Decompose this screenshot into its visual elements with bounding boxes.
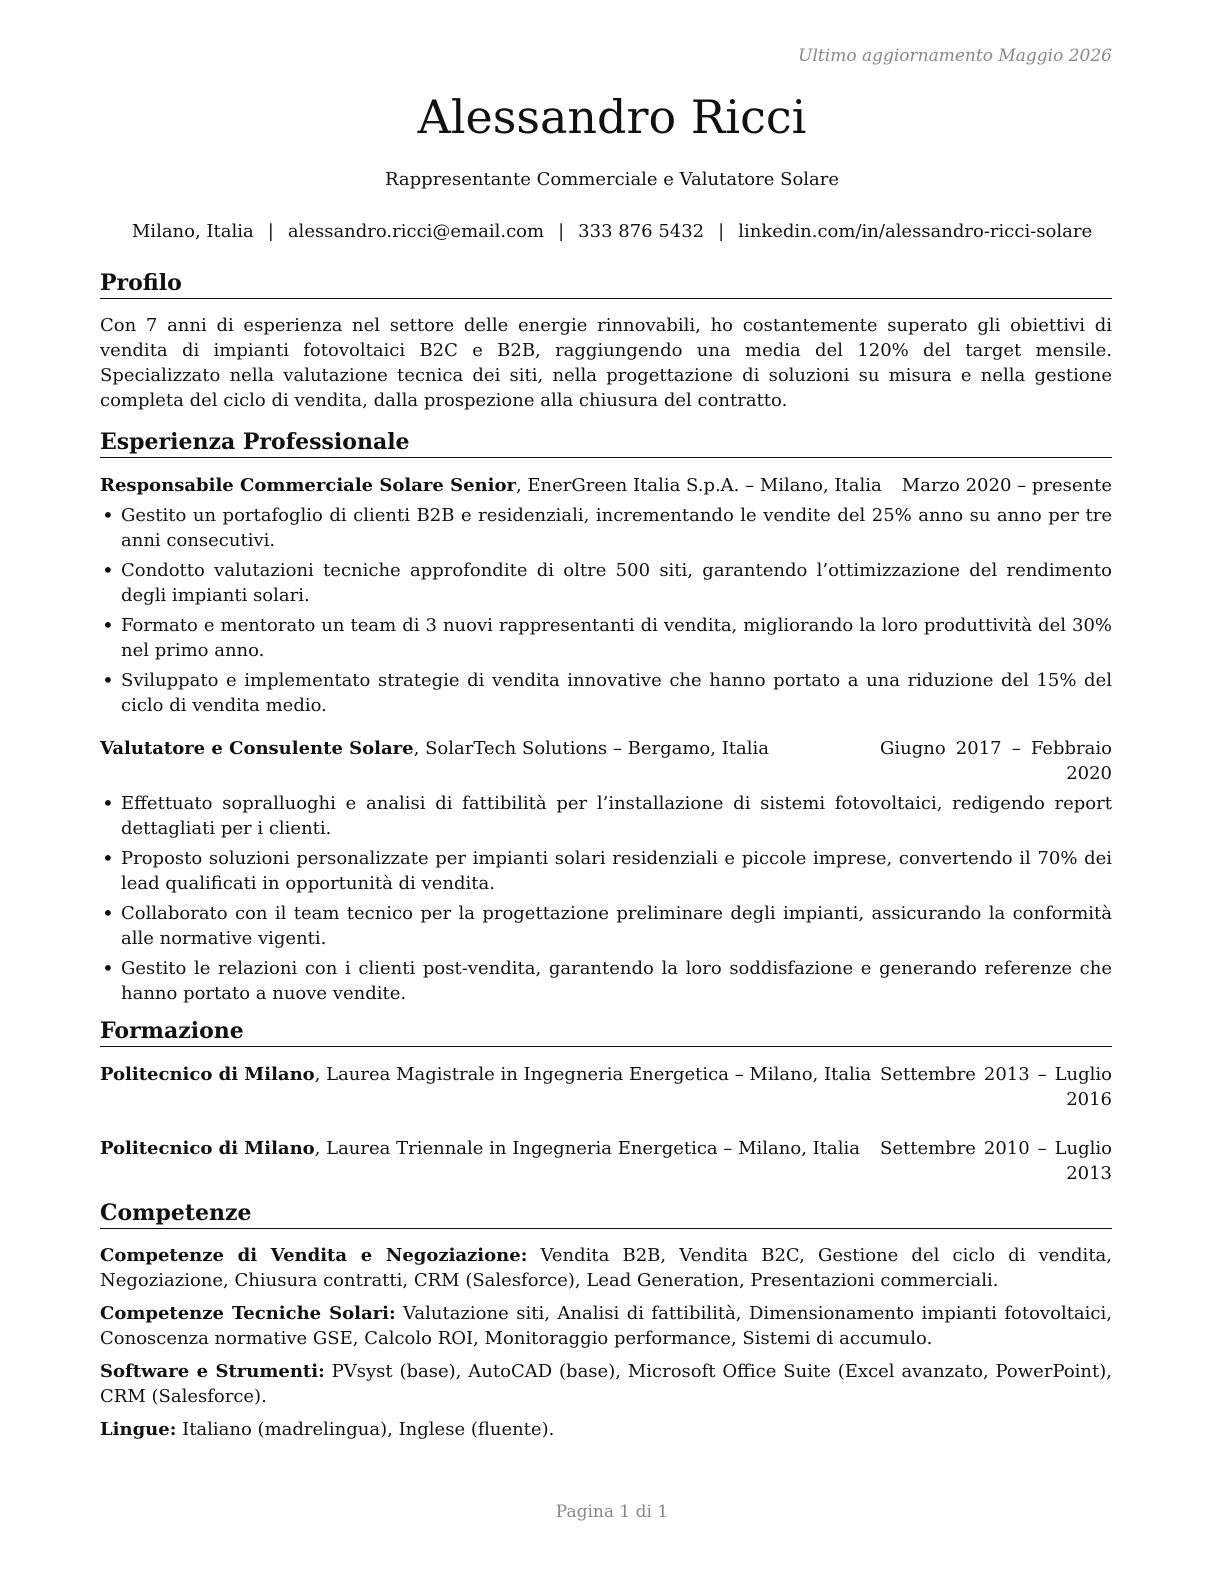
job-header xyxy=(100,473,1112,498)
profile-text: Con 7 anni di esperienza nel settore delle energie rinnovabili, ho costantemente superato gli obiettivi di vendita di impianti fotovoltaici B2C e B2B, raggiungendo una media del 120% del target mensile. Specializzato nella valutazione tecnica dei siti, nella progettazione di soluzioni su misura e nella gestione completa del ciclo di vendita, dalla prospezione alla chiusura del contratto. xyxy=(100,315,1112,411)
page-number: Pagina 1 di 1 xyxy=(555,1502,669,1522)
skill-group xyxy=(100,1359,1112,1409)
skill-text: Vendita B2B, Vendita B2C, Gestione del ciclo di vendita, Negoziazione, Chiusura contratti, CRM (Salesforce), Lead Generation, Presentazioni commerciali. xyxy=(100,1245,1112,1291)
contact-line xyxy=(0,219,1224,244)
job-dates: Marzo 2020 – presente xyxy=(901,475,1112,496)
job-title: Rappresentante Commerciale e Valutatore Solare xyxy=(384,169,840,190)
bullet-item: • Effettuato sopralluoghi e analisi di fattibilità per l’installazione di sistemi fotovoltaici, redigendo report dettagliati per i clienti. xyxy=(100,791,1112,841)
skills-list xyxy=(100,1243,1112,1442)
section-title-profile: Profilo xyxy=(100,268,1112,299)
separator: | xyxy=(267,221,274,242)
skill-label: Software e Strumenti: xyxy=(100,1361,325,1382)
separator: | xyxy=(718,221,725,242)
bullet-item: • Gestito un portafoglio di clienti B2B e residenziali, incrementando le vendite del 25% anno su anno per tre anni consecutivi. xyxy=(100,503,1112,553)
contact-phone[interactable]: 333 876 5432 xyxy=(578,221,705,242)
skill-text: Italiano (madrelingua), Inglese (fluente). xyxy=(176,1419,555,1440)
separator: | xyxy=(558,221,565,242)
education-line xyxy=(100,1062,880,1087)
last-updated: Ultimo aggiornamento Maggio 2026 xyxy=(798,46,1112,66)
education-line xyxy=(100,1136,880,1161)
skill-label: Competenze Tecniche Solari: xyxy=(100,1303,396,1324)
contact-location: Milano, Italia xyxy=(131,221,254,242)
section-title-experience: Esperienza Professionale xyxy=(100,427,1112,458)
bullet-item: • Proposto soluzioni personalizzate per impianti solari residenziali e piccole imprese, convertendo il 70% dei lead qualificati in opportunità di vendita. xyxy=(100,846,1112,896)
job-bullets xyxy=(100,791,1112,1006)
education-entry xyxy=(100,1136,1112,1186)
bullet-item: • Sviluppato e implementato strategie di vendita innovative che hanno portato a una riduzione del 15% del ciclo di vendita medio. xyxy=(100,668,1112,718)
contact-linkedin[interactable]: linkedin.com/in/alessandro-ricci-solare xyxy=(738,221,1093,242)
bullet-item: • Collaborato con il team tecnico per la progettazione preliminare degli impianti, assicurando la conformità alle normative vigenti. xyxy=(100,901,1112,951)
job-title-line xyxy=(100,736,880,761)
job-company: , EnerGreen Italia S.p.A. – Milano, Italia xyxy=(515,475,882,496)
education-dates: Settembre 2010 – Luglio 2013 xyxy=(880,1138,1112,1184)
education-degree: , Laurea Magistrale in Ingegneria Energetica – Milano, Italia xyxy=(314,1064,872,1085)
skill-text: PVsyst (base), AutoCAD (base), Microsoft Office Suite (Excel avanzato, PowerPoint), CRM (Salesforce). xyxy=(100,1361,1112,1407)
bullet-item: • Gestito le relazioni con i clienti post-vendita, garantendo la loro soddisfazione e generando referenze che hanno portato a nuove vendite. xyxy=(100,956,1112,1006)
bullet-item: • Formato e mentorato un team di 3 nuovi rappresentanti di vendita, migliorando la loro produttività del 30% nel primo anno. xyxy=(100,613,1112,663)
job-company: , SolarTech Solutions – Bergamo, Italia xyxy=(413,738,770,759)
skill-label: Competenze di Vendita e Negoziazione: xyxy=(100,1245,528,1266)
bullet-item: • Condotto valutazioni tecniche approfondite di oltre 500 siti, garantendo l’ottimizzazione del rendimento degli impianti solari. xyxy=(100,558,1112,608)
contact-email[interactable]: alessandro.ricci@email.com xyxy=(287,221,545,242)
job-title-line xyxy=(100,473,902,498)
job-dates: Giugno 2017 – Febbraio 2020 xyxy=(880,738,1112,784)
candidate-name: Alessandro Ricci xyxy=(417,90,807,144)
education-dates: Settembre 2013 – Luglio 2016 xyxy=(880,1064,1112,1110)
job-role: Responsabile Commerciale Solare Senior xyxy=(100,475,516,496)
education-school: Politecnico di Milano xyxy=(100,1138,315,1159)
resume-body xyxy=(100,268,1112,1450)
education-entry xyxy=(100,1062,1112,1112)
job-role: Valutatore e Consulente Solare xyxy=(100,738,414,759)
skill-group xyxy=(100,1243,1112,1293)
section-title-skills: Competenze xyxy=(100,1198,1112,1229)
job-entry xyxy=(100,736,1112,1006)
education-degree: , Laurea Triennale in Ingegneria Energetica – Milano, Italia xyxy=(314,1138,860,1159)
skill-group xyxy=(100,1417,1112,1442)
job-bullets xyxy=(100,503,1112,718)
job-header xyxy=(100,736,1112,786)
skill-text: Valutazione siti, Analisi di fattibilità, Dimensionamento impianti fotovoltaici, Conoscenza normative GSE, Calcolo ROI, Monitoraggio performance, Sistemi di accumulo. xyxy=(100,1303,1112,1349)
education-school: Politecnico di Milano xyxy=(100,1064,315,1085)
skill-group xyxy=(100,1301,1112,1351)
job-entry xyxy=(100,473,1112,718)
section-title-education: Formazione xyxy=(100,1016,1112,1047)
skill-label: Lingue: xyxy=(100,1419,177,1440)
